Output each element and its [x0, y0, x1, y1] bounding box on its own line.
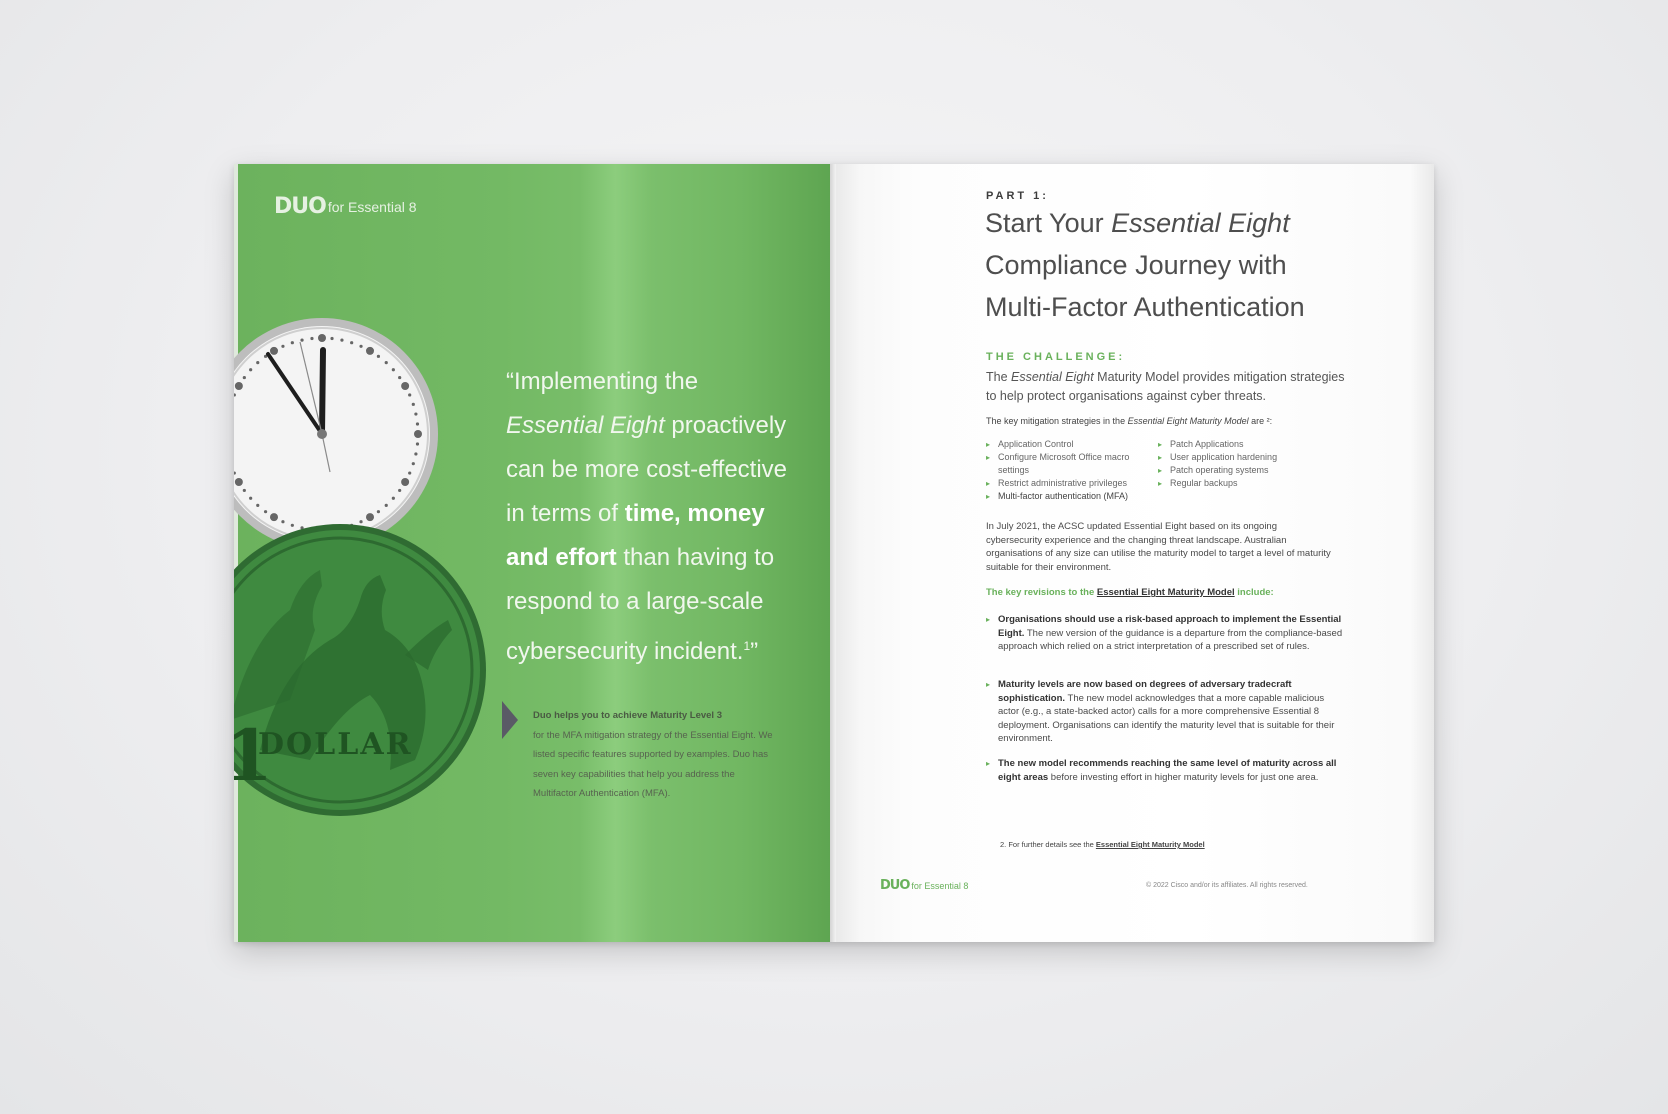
brochure-spread: [224, 164, 1434, 942]
quote-line: [506, 404, 816, 448]
footnote-link[interactable]: Essential Eight Maturity Model: [1095, 840, 1205, 849]
coin-image: [224, 520, 490, 820]
intro-emphasis: Essential Eight: [1011, 370, 1094, 384]
footnote-ref: 1: [743, 639, 751, 653]
duo-logo-text: for Essential 8: [911, 880, 969, 891]
pull-quote: [506, 360, 816, 674]
footnote-text: 2. For further details see the: [1000, 840, 1096, 849]
clock-image: [234, 314, 442, 554]
left-page: [224, 164, 830, 942]
duo-logo-mark: DUO: [880, 878, 910, 893]
quote-line: [506, 624, 816, 674]
strategy-list: [986, 438, 1156, 503]
intro-part: The: [986, 370, 1012, 384]
duo-logo: [880, 878, 968, 893]
body-paragraph: In July 2021, the ACSC updated Essential Eight based on its ongoing cybersecurity experience and the changing threat landscape. Australian organisations of any size can utilise the maturity model to target a level of maturity suitable for their environment.: [986, 521, 1331, 573]
quote-text: ”: [750, 638, 759, 665]
revisions-label: [986, 587, 1336, 598]
list-item: ▸ Regular backups: [1158, 477, 1308, 490]
quote-bold: time, money: [624, 500, 765, 527]
quote-line: “Implementing the: [506, 368, 699, 395]
duo-logo-mark: DUO: [274, 194, 326, 219]
part-label: PART 1:: [986, 190, 1049, 202]
page-title: [985, 202, 1345, 328]
callout-body: for the MFA mitigation strategy of the Essential Eight. We listed specific features supported by examples. Duo has seven key capabilities that help you address the Multifactor Authentication (MFA).: [533, 729, 773, 799]
maturity-model-link[interactable]: Essential Eight Maturity Model: [1096, 587, 1235, 598]
quote-line: [506, 536, 816, 580]
list-item: ▸ Multi-factor authentication (MFA): [986, 490, 1156, 503]
quote-line: respond to a large-scale: [506, 588, 764, 615]
revision-text: before investing effort in higher maturity levels for just one area.: [1048, 771, 1319, 783]
quote-text: proactively: [664, 412, 787, 439]
section-label: THE CHALLENGE:: [986, 351, 1126, 363]
title-line: Compliance Journey with: [985, 250, 1287, 280]
quote-text: cybersecurity incident.: [506, 638, 744, 665]
revision-item: [986, 757, 1344, 784]
copyright: © 2022 Cisco and/or its affiliates. All rights reserved.: [1146, 882, 1308, 889]
duo-logo-text: for Essential 8: [327, 198, 417, 215]
revision-bold: Organisations should use a risk-based approach to implement the Essential Eight.: [998, 614, 1342, 639]
quote-emphasis: Essential Eight: [506, 412, 665, 439]
footnote: [1000, 840, 1205, 849]
title-line: [985, 202, 1345, 244]
revision-bold: Maturity levels are now based on degrees of adversary tradecraft sophistication.: [998, 679, 1292, 704]
intro-part: Maturity Model provides mitigation strategies to help protect organisations against cyber threats.: [986, 370, 1345, 403]
coin-numeral: 1: [224, 714, 273, 797]
duo-logo: [274, 194, 417, 219]
revision-item: [986, 613, 1344, 654]
label-part: The key revisions to the: [986, 587, 1097, 598]
list-item: ▸ User application hardening: [1158, 451, 1308, 464]
title-text: Start Your: [985, 208, 1112, 238]
list-item: ▸ Application Control: [986, 438, 1156, 451]
strategy-list: [1158, 438, 1308, 490]
quote-line: [506, 492, 816, 536]
list-item: ▸ Patch operating systems: [1158, 464, 1308, 477]
quote-text: than having to: [616, 544, 775, 571]
list-item: ▸ Configure Microsoft Office macro settings: [986, 451, 1156, 477]
callout-text: [533, 706, 775, 804]
quote-text: in terms of: [506, 500, 625, 527]
quote-bold: and effort: [506, 544, 617, 571]
title-emphasis: Essential Eight: [1111, 208, 1290, 238]
revision-item: [986, 678, 1344, 746]
callout-bold: Duo helps you to achieve Maturity Level 3: [533, 710, 722, 721]
callout-arrow-icon: [502, 701, 518, 739]
intro-subtext: [986, 416, 1346, 426]
revision-text: The new version of the guidance is a departure from the compliance-based approach which relied on a strict interpretation of a prescribed set of rules.: [998, 627, 1343, 652]
right-page: [830, 164, 1434, 942]
page-spine: [830, 164, 836, 942]
subtext-part: are ²:: [1248, 416, 1273, 426]
label-part: include:: [1234, 587, 1274, 598]
list-item: ▸ Restrict administrative privileges: [986, 477, 1156, 490]
intro-text: [986, 368, 1346, 406]
title-line: Multi-Factor Authentication: [985, 292, 1305, 322]
subtext-part: The key mitigation strategies in the: [986, 416, 1128, 426]
quote-line: can be more cost-effective: [506, 456, 788, 483]
revision-bold: The new model recommends reaching the same level of maturity across all eight areas: [998, 758, 1337, 783]
subtext-emphasis: Essential Eight Maturity Model: [1127, 416, 1249, 426]
revision-text: The new model acknowledges that a more capable malicious actor (e.g., a state-backed actor) calls for a more comprehensive Essential 8 deployment. Organisations can identify the maturity level that is suitable for their environment.: [998, 692, 1335, 744]
list-item: ▸ Patch Applications: [1158, 438, 1308, 451]
coin-dollar-text: DOLLAR: [258, 727, 413, 762]
